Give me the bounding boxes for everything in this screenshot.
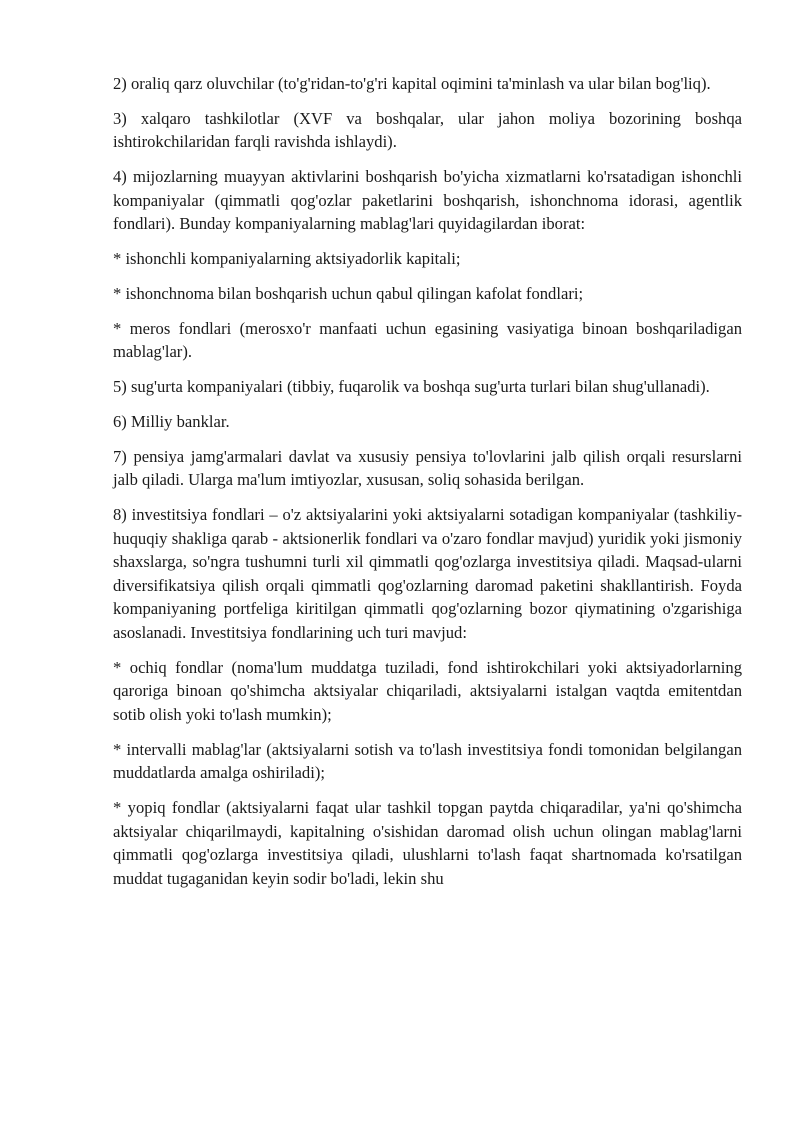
list-item-interval-funds: * intervalli mablag'lar (aktsiyalarni sotish va to'lash investitsiya fondi tomonidan belgilangan muddatlarda amalga oshiriladi); (113, 739, 742, 783)
document-page (113, 72, 742, 902)
list-item-equity-capital: * ishonchli kompaniyalarning aktsiyadorlik kapitali; (113, 249, 461, 269)
paragraph-intermediate-borrowers: 2) oraliq qarz oluvchilar (to'g'ridan-to'g'ri kapital oqimini ta'minlash va ular bilan bog'liq). (113, 74, 711, 93)
list-item-inheritance-funds: * meros fondlari (merosxo'r manfaati uchun egasining vasiyatiga binoan boshqariladigan mablag'lar). (113, 318, 742, 362)
list-item-open-funds: * ochiq fondlar (noma'lum muddatga tuziladi, fond ishtirokchilari yoki aktsiyadorlarning qaroriga binoan qo'shimcha aktsiyalar chiqariladi, aktsiyalarni istalgan vaqtda emitentdan sotib olish yoki to'lash mumkin); (113, 657, 742, 724)
paragraph-trust-companies: 4) mijozlarning muayyan aktivlarini boshqarish bo'yicha xizmatlarni ko'rsatadigan ishonchli kompaniyalar (qimmatli qog'ozlar paketlarini boshqarish, ishonchnoma idorasi, agentlik fondlari). Bunday kompaniyalarning mablag'lari quyidagilardan iborat: (113, 167, 742, 234)
paragraph-investment-funds: 8) investitsiya fondlari – o'z aktsiyalarini yoki aktsiyalarni sotadigan kompaniyalar (tashkiliy-huquqiy shakliga qarab - aktsionerlik fondlari va o'zaro fondlar mavjud) yuridik yoki jismoniy shaxslarga, so'ngra tushumni turli xil qimmatli qog'ozlarga investitsiya qiladi. Maqsad-ularni diversifikatsiya qilish orqali qimmatli qog'ozlarning daromad paketini shakllantirish. Foyda kompaniyaning portfeliga kiritilgan qimmatli qog'ozlarning bozor qiymatining o'zgarishiga asoslanadi. Investitsiya fondlarining uch turi mavjud: (113, 505, 742, 642)
paragraph-international-organizations: 3) xalqaro tashkilotlar (XVF va boshqalar, ular jahon moliya bozorining boshqa ishtirokchilaridan farqli ravishda ishlaydi). (113, 108, 742, 152)
paragraph-national-banks: 6) Milliy banklar. (113, 411, 230, 431)
paragraph-insurance-companies: 5) sug'urta kompaniyalari (tibbiy, fuqarolik va boshqa sug'urta turlari bilan shug'ullanadi). (113, 377, 710, 397)
list-item-closed-funds: * yopiq fondlar (aktsiyalarni faqat ular tashkil topgan paytda chiqaradilar, ya'ni qo'shimcha aktsiyalar chiqarilmaydi, kapitalning o'sishidan daromad olish uchun olingan mablag'larni qimmatli qog'ozlarga investitsiya qiladi, ulushlarni to'lash faqat shartnomada ko'rsatilgan muddat tugaganidan keyin sodir bo'ladi, lekin shu (113, 798, 742, 888)
paragraph-pension-funds: 7) pensiya jamg'armalari davlat va xususiy pensiya to'lovlarini jalb qilish orqali resurslarni jalb qiladi. Ularga ma'lum imtiyozlar, xususan, soliq sohasida berilgan. (113, 446, 742, 490)
list-item-guarantee-funds: * ishonchnoma bilan boshqarish uchun qabul qilingan kafolat fondlari; (113, 283, 584, 303)
